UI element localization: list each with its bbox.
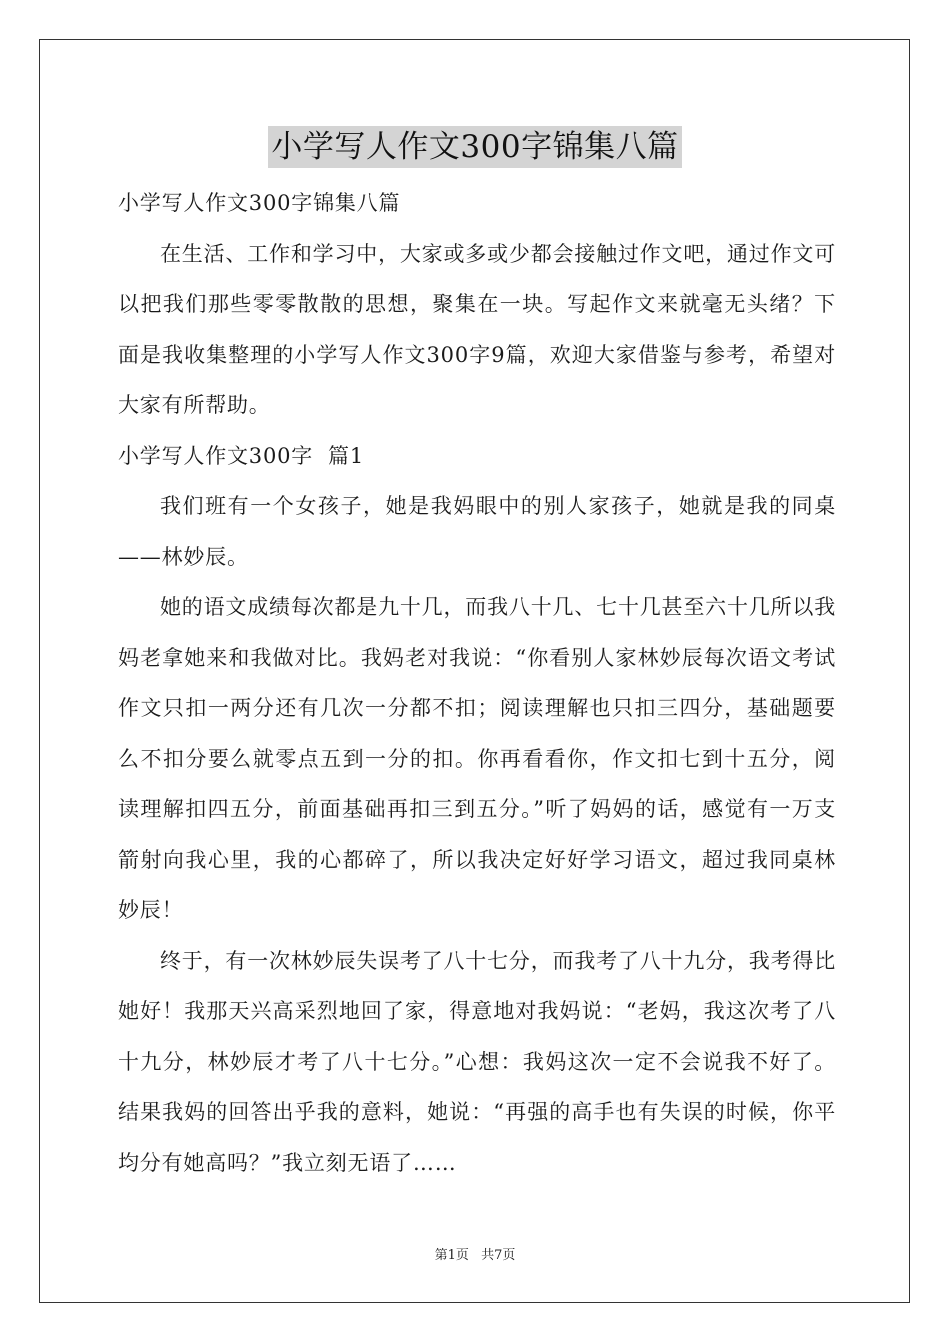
section-paragraph-2: 她的语文成绩每次都是九十几，而我八十几、七十几甚至六十几所以我妈老拿她来和我做对比。我妈老对我说：“你看别人家林妙辰每次语文考试作文只扣一两分还有几次一分都不扣；阅读理解也只扣三四分，基础题要么不扣分要么就零点五到一分的扣。你再看看你，作文扣七到十五分，阅读理解扣四五分，前面基础再扣三到五分。”听了妈妈的话，感觉有一万支箭射向我心里，我的心都碎了，所以我决定好好学习语文，超过我同桌林妙辰！ [118, 595, 836, 922]
document-body [118, 178, 836, 1188]
title-wrap [0, 126, 950, 168]
section-paragraph-3: 终于，有一次林妙辰失误考了八十七分，而我考了八十九分，我考得比她好！我那天兴高采烈地回了家，得意地对我妈说：“老妈，我这次考了八十九分，林妙辰才考了八十七分。”心想：我妈这次一定不会说我不好了。结果我妈的回答出乎我的意料，她说：“再强的高手也有失误的时候，你平均分有她高吗？”我立刻无语了…… [118, 948, 836, 1175]
page-total: 共7页 [481, 1248, 516, 1263]
document-subtitle: 小学写人作文300字锦集八篇 [118, 191, 401, 215]
document-title: 小学写人作文300字锦集八篇 [268, 126, 681, 168]
page-footer [0, 1247, 950, 1265]
section-paragraph-1: 我们班有一个女孩子，她是我妈眼中的别人家孩子，她就是我的同桌——林妙辰。 [118, 494, 836, 569]
section-heading: 小学写人作文300字 篇1 [118, 443, 364, 468]
intro-paragraph: 在生活、工作和学习中，大家或多或少都会接触过作文吧，通过作文可以把我们那些零零散散的思想，聚集在一块。写起作文来就毫无头绪？下面是我收集整理的小学写人作文300字9篇，欢迎大家借鉴与参考，希望对大家有所帮助。 [118, 241, 836, 417]
page-number: 第1页 [434, 1248, 469, 1263]
